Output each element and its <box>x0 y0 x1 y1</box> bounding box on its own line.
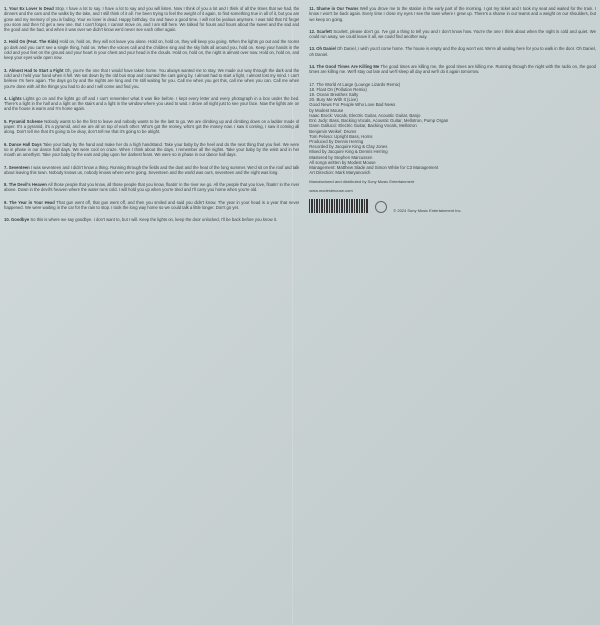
lyric-block <box>4 119 299 135</box>
lyric-block <box>309 46 596 57</box>
footer <box>309 179 596 213</box>
credit-line: Eric Judy: Bass, Backing Vocals, Acoustic Guitar, Mellotron, Pump Organ <box>309 118 449 124</box>
track-title: Pyramid Scheme <box>8 118 43 124</box>
lyric-block <box>4 165 299 176</box>
credit-line: Dann Gallucci: Electric Guitar, Backing Vocals, Mellotron <box>309 123 417 129</box>
barcode <box>309 199 369 213</box>
footer-website: www.modestmouse.com <box>309 188 353 194</box>
track-number: 9. <box>4 199 8 205</box>
credit-line: 19. Ocean Breathes Salty <box>309 92 359 98</box>
lyrics-column-left <box>4 6 299 621</box>
track-title: Hold On (Feat. The Kids) <box>8 39 59 45</box>
lyric-block <box>309 6 596 22</box>
track-number: 5. <box>4 118 8 124</box>
lyric-text: I was seventeen and I didn't know a thing. Running through the fields and the dust and the heat of the long summer. We'd sit on the roof and talk about leaving this town. Nobody knows us, nobody knows where we're going. Seventeen and the world was ours, seventeen and the night was long. <box>4 164 300 175</box>
lyric-text: Oh, you're the one that I would have taken home. You always wanted me to stay. We made our way through the dark and the cold and I held your hand when it fell. We sat down by the old bus stop and counted the cars going by. I almost had to start a fight, I almost lost my mind. I can't believe I'm here again. The days go by and the nights are long and I'm still waiting for you. Call me when you get this, call me when you can. Call me when you're done with all the things you had to do and I will come and find you. <box>4 67 300 89</box>
track-title: Oh Daniel <box>316 46 336 52</box>
track-title: Shame in Our Teams <box>316 6 359 11</box>
track-number: 6. <box>4 141 8 147</box>
footer-distributor: Manufactured and distributed by Sony Music Entertainment <box>309 179 415 185</box>
lyric-text: Nobody wants to be the first to leave and nobody wants to be the last to go. We are climbing up and climbing down on a ladder made of paper. It's a pyramid, it's a pyramid, and we are all on top of each other. Who's got the money, who's got the money now. I saw it coming, I saw it coming all along. Don't tell me that it's going to be okay, don't tell me that it's going to be alright. <box>4 118 300 135</box>
footer-copyright: © 2024 Sony Music Entertainment Inc. <box>393 208 462 214</box>
credit-line: Management: Matthew Slade and Simon White for C3 Management <box>309 164 439 170</box>
lyric-block <box>4 142 299 158</box>
lyric-block <box>4 200 299 211</box>
credit-line: Benjamin Weikel: Drums <box>309 128 357 134</box>
lyric-text: So this is where we say goodbye. I don't want to, but I will. Keep the lights on, keep the door unlocked, I'll be back before you know it. <box>30 217 278 223</box>
track-number: 7. <box>4 164 8 170</box>
track-number: 3. <box>4 67 8 73</box>
lyric-block <box>4 96 299 112</box>
track-title: The Devil's Heaven <box>8 182 47 188</box>
credit-line: Tom Peloso: Upright Bass, Horns <box>309 133 373 139</box>
track-number: 4. <box>4 95 8 101</box>
track-number: 13. <box>309 46 316 52</box>
lyric-block <box>4 39 299 60</box>
credit-line: 20. Bury Me With It (Live) <box>309 97 358 103</box>
lyric-block <box>309 64 596 75</box>
label-logo <box>375 201 387 213</box>
lyric-text: Stop. I have a lot to say. I have a lot to say and you will listen. Now I think of you a lot and I think of all the times that we had, the dinners and the cars and the walks by the lake, and I still think of it all. I've been trying to feel the weight of it again, to find something true in all of it, but you are gone and my memory of you is fading. Your ex lover is dead. Happy birthday. Go and have a good time, I will not be jealous anymore. I was told that I'd forget you soon and then I'd get a new one. But I can't forget, I cannot move on, and I am still here. We talked for hours and hours about the sweet and the sad and the good and the bad, and when it was over we didn't know we'd never see each other again. <box>4 6 300 33</box>
track-title: The Year in Your Head <box>9 199 55 205</box>
credit-line: Mastered by Stephen Marcussen <box>309 154 373 160</box>
lyric-text: Take your baby by the hand and make her do a high handstand. Take your baby by the heel and do the next thing that you feel. We were so in phase in our dance hall days. We were cool on craze. When I think about the days, I remember all the nights. Take your baby by the wrist and in her mouth an amethyst. Take your baby by the ears and play upon her darkest fears. We were so in phase in our dance hall days. <box>4 141 300 158</box>
track-number: 12. <box>309 28 316 34</box>
track-number: 11. <box>309 6 315 11</box>
track-number: 10. <box>4 217 10 223</box>
lyric-text: Scarlett, please don't go. I've got a thing to tell you and I don't know how. You're the one I think about when the night is cold and quiet. We could run away, we could leave it all, we could find another way. <box>309 28 596 40</box>
credits-list <box>309 82 596 176</box>
track-title: Almost Had to Start a Fight <box>8 67 64 73</box>
credit-line: All songs written by Modest Mouse <box>309 159 376 165</box>
credit-line: Recorded by Jacquire King & Clay Jones <box>309 144 388 150</box>
track-title: Dance Hall Days <box>8 141 42 147</box>
lyric-text: Oh Daniel, I wish you'd come home. The house is empty and the dog won't eat. We're all waiting here for you to walk in the door. Oh Daniel, oh Daniel. <box>309 46 596 57</box>
track-title: Seventeen <box>8 164 30 170</box>
track-number: 1. <box>4 6 8 11</box>
credit-line: 17. The World At Large (Lounge Lizards Remix) <box>309 81 401 87</box>
lyric-text: That gun went off, that gun went off, and then you smiled and said you didn't know. The year in your head is a year that never happened. We were waiting in the car for the rain to stop. I took the long way home so we could talk a little longer. Don't go yet. <box>4 199 300 211</box>
track-title: The Good Times Are Killing Me <box>316 64 380 70</box>
lyric-text: Well you drove me to the station in the early part of the morning. I got my ticket and I took my seat and waited for the train. I know I won't be back again. Every time I close my eyes I see the town where I grew up. There's a shame in our teams and a weight on our shoulders, but we keep on going. <box>309 6 596 22</box>
credit-line: Isaac Brock: Vocals, Electric Guitar, Acoustic Guitar, Banjo <box>309 112 421 118</box>
lyric-block <box>309 29 596 40</box>
track-title: Your Ex Lover Is Dead <box>8 6 54 11</box>
track-title: Scarlett <box>316 28 332 34</box>
credit-line: 18. Float On (Pollution Remix) <box>309 86 367 92</box>
lyric-block <box>4 68 299 89</box>
lyric-block <box>4 182 299 193</box>
credit-line: Good News For People Who Love Bad News <box>309 102 396 108</box>
credit-line: Mixed by Jacquire King & Dennis Herring <box>309 149 388 155</box>
credit-line: Produced by Dennis Herring <box>309 138 364 144</box>
credit-line: by Modest Mouse <box>309 107 344 113</box>
lyric-text: Lights go on and the lights go off and I can't remember what it was like before. I kept every letter and every photograph in a box under the bed. There's a light in the hall and a light on the stairs and a light in the window where you used to wait. I drove all night just to see your face. Now the lights are on and the house is warm and I'm home again. <box>4 95 300 112</box>
lyric-text: All those people that you know, all those people that you know, floatin' in the river we go. All the people that you love, floatin' in the river above. Down in the devil's heaven where the water runs cold. I will hold you up when you're tired and I'll carry you home when you're old. <box>4 182 300 193</box>
credit-line: Art Direction: Mark Maryanovich <box>309 170 371 176</box>
page-fold <box>292 0 293 625</box>
track-number: 8. <box>4 182 8 188</box>
lyric-block <box>4 6 299 32</box>
lyrics-column-right <box>309 6 596 621</box>
lyric-block <box>4 217 299 222</box>
track-title: Lights <box>9 95 22 101</box>
lyric-text: The good times are killing me, the good times are killing me. Running through the night with the radio on, the good times are killing me. We'll stay out late and we'll sleep all day and we'll do it again tomorrow. <box>309 64 596 75</box>
track-number: 2. <box>4 39 8 45</box>
track-title: Goodbye <box>11 217 30 223</box>
lyric-text: Hold on, hold on, they will not leave you alone. Hold on, hold on, they will keep you going. When the lights go out and the rooms go dark and you can't see a single thing, hold on. When the voices call and the children sing and the sky falls all around you, hold on. Keep your hands in the cold and your feet on the ground and your heart in your chest and your head in the clouds. Hold on, hold on, the night is almost over now. Hold on, hold on, and keep your eyes wide open now. <box>4 39 300 61</box>
track-number: 14. <box>309 64 316 70</box>
